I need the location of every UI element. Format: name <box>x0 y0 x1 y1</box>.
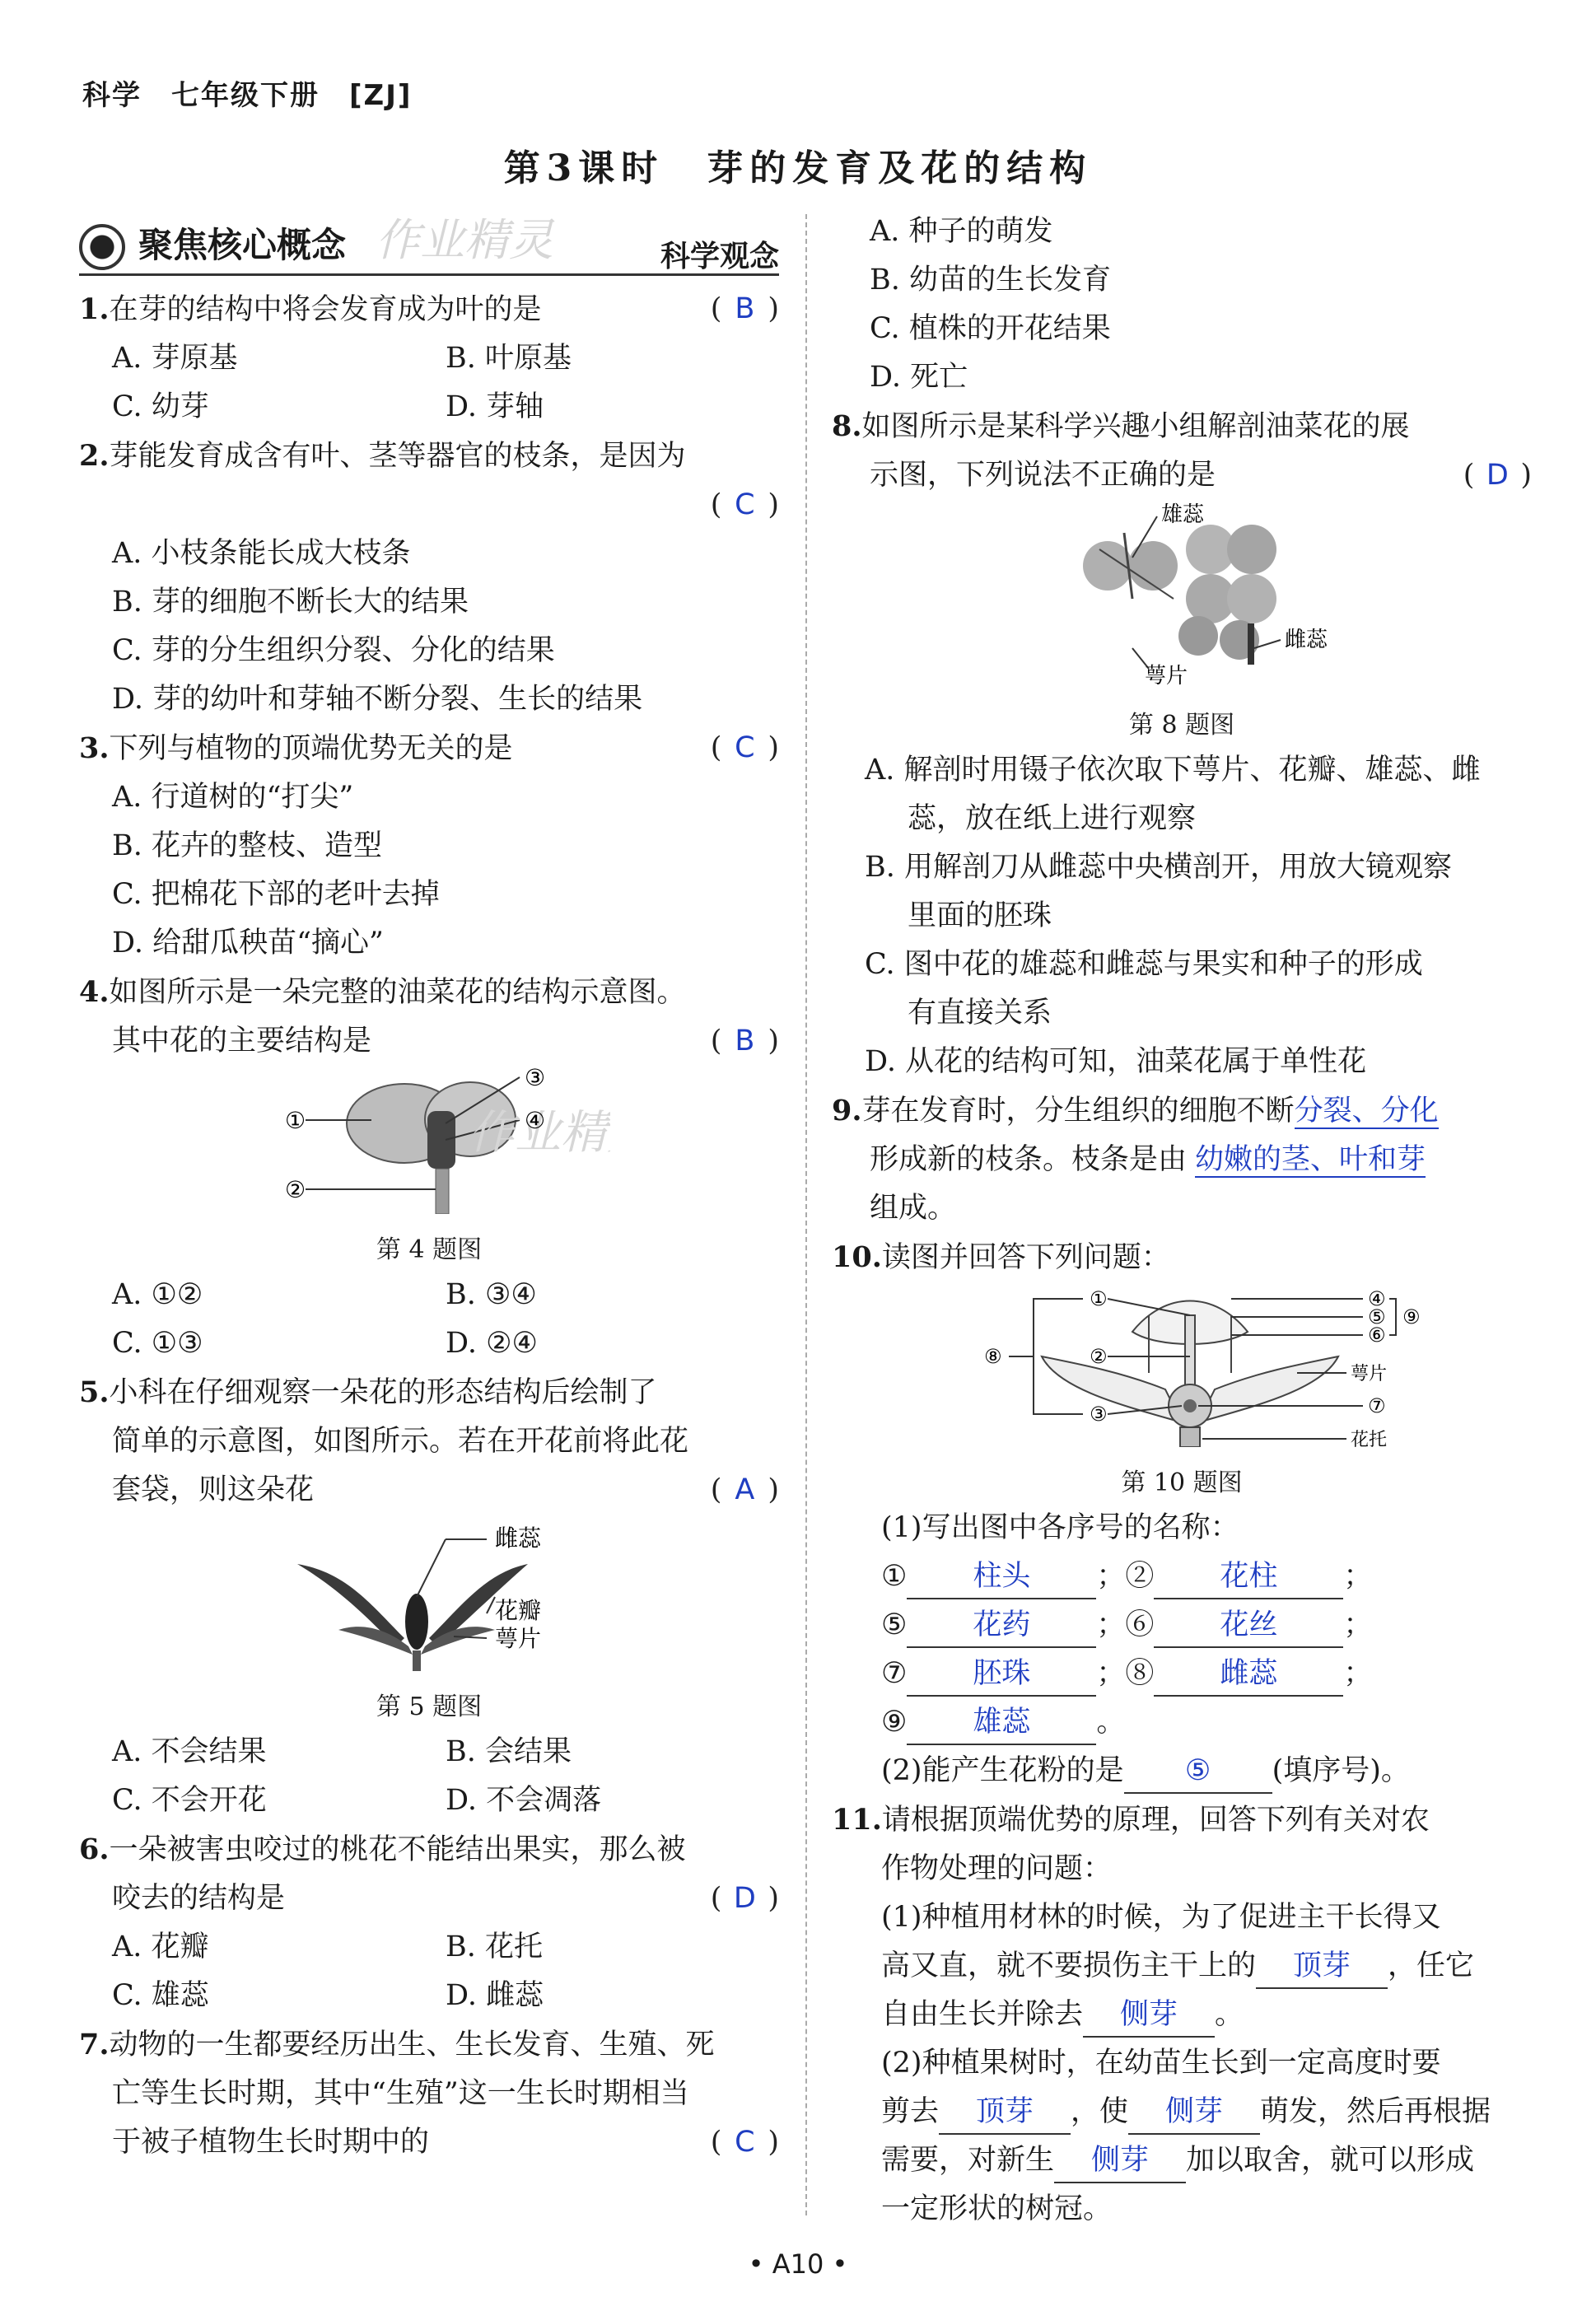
section-tag: 科学观念 <box>660 240 779 273</box>
question-text: 小科在仔细观察一朵花的形态结构后绘制了 <box>109 1376 657 1409</box>
fill-answer: 侧芽 <box>1054 2139 1186 2183</box>
question-text: 套袋，则这朵花 <box>112 1473 315 1506</box>
number: ⑦ <box>881 1657 908 1690</box>
fill-answer: 柱头 <box>907 1555 1096 1599</box>
question-text: 如图所示是一朵完整的油菜花的结构示意图。 <box>109 976 686 1009</box>
question-text: 简单的示意图，如图所示。若在开花前将此花 <box>112 1425 689 1458</box>
label-2: ② <box>285 1176 306 1203</box>
rapeseed-flower-diagram <box>248 1066 610 1214</box>
label-pistil: 雌蕊 <box>1285 628 1328 652</box>
fill-answer: 分裂、分化 <box>1294 1095 1439 1127</box>
question-text: 一朵被害虫咬过的桃花不能结出果实，那么被 <box>109 1833 686 1866</box>
question-text: 请根据顶端优势的原理，回答下列有关对农 <box>881 1804 1430 1837</box>
answer: D <box>733 1882 756 1915</box>
label-7: ⑦ <box>1368 1394 1386 1417</box>
target-icon <box>79 224 125 270</box>
option-d: D. 芽的幼叶和芽轴不断分裂、生长的结果 <box>112 683 643 716</box>
fill-answer: 侧芽 <box>1083 1993 1215 2038</box>
question-number: 9. <box>832 1094 862 1127</box>
q7-option-b: B. 幼苗的生长发育 <box>870 264 1111 296</box>
option-c: C. 不会开花 <box>112 1784 267 1817</box>
option-c: C. ①③ <box>112 1327 203 1360</box>
pistil <box>1248 623 1254 665</box>
option-a: A. 小枝条能长成大枝条 <box>112 537 411 570</box>
question-text: ，任它 <box>1388 1949 1475 1982</box>
question-11 <box>832 1795 1532 2234</box>
question-text: 萌发，然后再根据 <box>1260 2095 1491 2128</box>
question-text: 芽在发育时，分生组织的细胞不断 <box>861 1095 1295 1127</box>
number: ⑤ <box>881 1608 908 1641</box>
answer: B <box>735 292 755 325</box>
pistil <box>405 1594 428 1650</box>
label-8: ⑧ <box>984 1345 1002 1368</box>
question-number: 2. <box>79 439 110 473</box>
answer: C <box>735 488 755 521</box>
question-text: 亡等生长时期，其中“生殖”这一生长时期相当 <box>112 2077 689 2110</box>
fill-answer: 侧芽 <box>1128 2090 1260 2135</box>
question-number: 3. <box>79 731 110 765</box>
number: ；⑧ <box>1096 1657 1155 1690</box>
answer: B <box>735 1025 755 1057</box>
option-b: B. ③④ <box>446 1278 537 1311</box>
petal <box>1128 541 1178 591</box>
figure-caption: 第 10 题图 <box>1121 1468 1243 1497</box>
label-petal: 花瓣 <box>495 1597 542 1624</box>
page-number: • A10 • <box>748 2248 848 2280</box>
question-text: 读图并回答下列问题： <box>881 1241 1170 1274</box>
option-b-cont: 里面的胚珠 <box>908 899 1052 932</box>
label-6: ⑥ <box>1368 1324 1386 1347</box>
figure-5 <box>79 1515 779 1687</box>
label-sepal: 萼片 <box>1351 1364 1388 1384</box>
punct: ； <box>1343 1608 1373 1641</box>
question-text: 组成。 <box>870 1192 957 1225</box>
figure-caption: 第 8 题图 <box>1128 711 1235 740</box>
question-7: 7.动物的一生都要经历出生、生长发育、生殖、死 亡等生长时期，其中“生殖”这一生长时期相当 于被子植物生长时期中的 ( C ) <box>79 2020 779 2167</box>
option-a: A. ①② <box>112 1278 203 1311</box>
section-title: 聚焦核心概念 <box>138 225 347 265</box>
figure-8 <box>832 500 1532 705</box>
punct: ； <box>1343 1657 1373 1690</box>
question-text: 于被子植物生长时期中的 <box>112 2126 430 2159</box>
header: 科学 七年级下册 [ZJ] <box>82 79 413 112</box>
question-text: 自由生长并除去 <box>881 1998 1084 2031</box>
fill-answer: ⑤ <box>1124 1749 1272 1794</box>
q7-option-a: A. 种子的萌发 <box>870 215 1053 248</box>
question-text: 咬去的结构是 <box>112 1882 286 1915</box>
punct: ； <box>1343 1560 1373 1593</box>
label-1: ① <box>1090 1287 1108 1310</box>
punct: 。 <box>1096 1706 1126 1739</box>
question-10 <box>832 1233 1532 1795</box>
number: ① <box>881 1560 908 1593</box>
label-sepal: 萼片 <box>1145 664 1188 689</box>
option-b: B. 花卉的整枝、造型 <box>112 829 382 862</box>
option-c: C. 芽的分生组织分裂、分化的结果 <box>112 634 555 667</box>
answer: C <box>735 2126 755 2159</box>
fill-answer: 花柱 <box>1154 1555 1343 1599</box>
figure-caption: 第 5 题图 <box>376 1692 483 1721</box>
question-text: 形成新的枝条。枝条是由 <box>870 1143 1188 1176</box>
watermark: 作业精灵 <box>376 214 553 266</box>
label-receptacle: 花托 <box>1351 1430 1388 1447</box>
sub-question: (1)种植用材林的时候，为了促进主干长得又 <box>881 1901 1441 1934</box>
question-number: 5. <box>79 1375 110 1409</box>
fill-answer: 幼嫩的茎、叶和芽 <box>1195 1143 1426 1176</box>
question-text: ，使 <box>1071 2095 1129 2128</box>
option-d: D. 芽轴 <box>446 390 544 423</box>
fill-answer: 胚珠 <box>907 1652 1096 1697</box>
figure-caption: 第 4 题图 <box>376 1235 483 1264</box>
question-text: 需要，对新生 <box>881 2144 1055 2177</box>
question-text: 加以取舍，就可以形成 <box>1186 2144 1475 2177</box>
question-text: 在芽的结构中将会发育成为叶的是 <box>109 293 542 326</box>
page-title: 第3课时 芽的发育及花的结构 <box>503 147 1093 189</box>
watermark: 作业精 <box>469 1106 607 1160</box>
label-2: ② <box>1090 1345 1108 1368</box>
q7-option-c: C. 植株的开花结果 <box>870 312 1111 345</box>
question-text: 示图，下列说法不正确的是 <box>870 459 1216 492</box>
question-text: (填序号)。 <box>1272 1754 1410 1787</box>
option-a: A. 解剖时用镊子依次取下萼片、花瓣、雄蕊、雌 <box>865 754 1481 787</box>
flower-structure-diagram <box>918 1282 1445 1447</box>
question-4: 4.如图所示是一朵完整的油菜花的结构示意图。 其中花的主要结构是 ( B ) 作业精 ① ② ③ ④ 第 4 题图 A. ①② B. ③④ C. ①③ D. ②④ <box>79 968 779 1368</box>
option-d: D. ②④ <box>446 1327 538 1360</box>
question-3: 3.下列与植物的顶端优势无关的是 ( C ) A. 行道树的“打尖” B. 花卉的整枝、造型 C. 把棉花下部的老叶去掉 D. 给甜瓜秧苗“摘心” <box>79 724 779 968</box>
question-text: 芽能发育成含有叶、茎等器官的枝条，是因为 <box>109 440 686 473</box>
option-b: B. 叶原基 <box>446 342 572 375</box>
option-b: B. 芽的细胞不断长大的结果 <box>112 586 469 619</box>
option-b: B. 用解剖刀从雌蕊中央横剖开，用放大镜观察 <box>865 851 1452 884</box>
label-pistil: 雌蕊 <box>495 1524 542 1552</box>
receptacle <box>1180 1427 1200 1447</box>
option-d: D. 从花的结构可知，油菜花属于单性花 <box>865 1045 1367 1078</box>
option-b: B. 花托 <box>446 1931 543 1963</box>
option-c: C. 图中花的雄蕊和雌蕊与果实和种子的形成 <box>865 948 1423 981</box>
label-9: ⑨ <box>1402 1305 1421 1328</box>
petal <box>1198 1356 1338 1422</box>
question-number: 8. <box>832 409 862 443</box>
question-number: 4. <box>79 975 110 1009</box>
q7-option-d: D. 死亡 <box>870 361 968 394</box>
option-d: D. 给甜瓜秧苗“摘心” <box>112 927 384 959</box>
answer: C <box>735 731 755 764</box>
number: ⑨ <box>881 1706 908 1739</box>
left-column <box>79 214 779 2167</box>
sub-question: (1)写出图中各序号的名称： <box>881 1511 1239 1544</box>
stem <box>413 1650 421 1671</box>
question-text: 下列与植物的顶端优势无关的是 <box>109 732 513 765</box>
fill-answer: 花药 <box>907 1604 1096 1648</box>
option-c: C. 把棉花下部的老叶去掉 <box>112 878 440 911</box>
question-text: 如图所示是某科学兴趣小组解剖油菜花的展 <box>861 410 1410 443</box>
label-1: ① <box>285 1107 306 1134</box>
question-8: 8.如图所示是某科学兴趣小组解剖油菜花的展 示图，下列说法不正确的是 ( D ) 雄蕊 雌蕊 萼片 第 8 题图 A. 解剖时用镊子依次取下萼片、花瓣、雄蕊、雌 蕊，放在纸上进行观察 B. 用解剖刀从雌蕊中央横剖开，用放大镜观察 里面的胚珠 C. 图中花的雄蕊和雌蕊与果实和种子的形成 有直接关系 D. 从花的结构可知，油菜花属于单性花 <box>832 402 1532 1086</box>
ovule <box>1183 1399 1197 1412</box>
label-sepal: 萼片 <box>495 1625 542 1652</box>
figure-10 <box>832 1282 1532 1463</box>
question-text: 动物的一生都要经历出生、生长发育、生殖、死 <box>109 2029 715 2061</box>
sub-question: (2)种植果树时，在幼苗生长到一定高度时要 <box>881 2047 1441 2080</box>
label-3: ③ <box>525 1066 546 1091</box>
question-number: 6. <box>79 1832 110 1866</box>
number: ；② <box>1096 1560 1155 1593</box>
question-text: 一定形状的树冠。 <box>881 2192 1113 2225</box>
option-a: A. 花瓣 <box>112 1931 209 1963</box>
petal <box>1227 574 1276 623</box>
question-number: 11. <box>832 1803 882 1837</box>
right-column <box>832 208 1532 2234</box>
question-9 <box>832 1086 1532 1233</box>
option-a: A. 不会结果 <box>112 1735 267 1768</box>
column-divider <box>805 214 807 2215</box>
figure-4 <box>79 1066 779 1230</box>
question-text: 其中花的主要结构是 <box>112 1025 372 1057</box>
question-6: 6.一朵被害虫咬过的桃花不能结出果实，那么被 咬去的结构是 ( D ) A. 花瓣 B. 花托 C. 雄蕊 D. 雌蕊 <box>79 1825 779 2020</box>
question-number: 7. <box>79 2028 110 2061</box>
question-text: 高又直，就不要损伤主干上的 <box>881 1949 1257 1982</box>
label-4: ④ <box>525 1107 546 1134</box>
question-text: 作物处理的问题： <box>881 1852 1113 1885</box>
stem <box>436 1169 449 1214</box>
question-number: 1. <box>79 292 110 326</box>
question-5: 5.小科在仔细观察一朵花的形态结构后绘制了 简单的示意图，如图所示。若在开花前将此花 套袋，则这朵花 ( A ) 雌蕊 花瓣 萼片 第 5 题图 A. 不会结果 B. 会结果 C. 不会开花 D. 不会凋落 <box>79 1368 779 1825</box>
option-a: A. 行道树的“打尖” <box>112 781 354 814</box>
fill-answer: 雌蕊 <box>1154 1652 1343 1697</box>
section-header <box>79 214 779 280</box>
label-3: ③ <box>1090 1403 1108 1426</box>
number: ；⑥ <box>1096 1608 1155 1641</box>
sub-question: (2)能产生花粉的是 <box>881 1754 1124 1787</box>
label-stamen: 雄蕊 <box>1161 502 1205 527</box>
fill-answer: 花丝 <box>1154 1604 1343 1648</box>
option-b: B. 会结果 <box>446 1735 572 1768</box>
dissected-flower-diagram <box>1001 500 1363 689</box>
option-a: A. 芽原基 <box>112 342 238 375</box>
answer: D <box>1486 459 1509 492</box>
fill-answer: 顶芽 <box>1256 1945 1388 1989</box>
question-number: 10. <box>832 1240 882 1274</box>
option-d: D. 不会凋落 <box>446 1784 602 1817</box>
fill-answer: 顶芽 <box>939 2090 1071 2135</box>
option-a-cont: 蕊，放在纸上进行观察 <box>908 802 1197 835</box>
question-text: 。 <box>1215 1998 1244 2031</box>
sepal <box>1178 616 1218 656</box>
label-4: ④ <box>1368 1287 1386 1310</box>
option-d: D. 雌蕊 <box>446 1979 544 2012</box>
question-2: 2.芽能发育成含有叶、茎等器官的枝条，是因为 ( C ) A. 小枝条能长成大枝条 B. 芽的细胞不断长大的结果 C. 芽的分生组织分裂、分化的结果 D. 芽的幼叶和芽轴不断分裂、生长的结果 <box>79 432 779 724</box>
fill-answer: 雄蕊 <box>907 1701 1096 1745</box>
question-text: 剪去 <box>881 2095 940 2128</box>
section-rule <box>79 273 779 276</box>
answer: A <box>735 1473 755 1506</box>
petal <box>1042 1356 1182 1422</box>
question-1: 1.在芽的结构中将会发育成为叶的是 ( B ) A. 芽原基 B. 叶原基 C. 幼芽 D. 芽轴 <box>79 285 779 432</box>
option-c-cont: 有直接关系 <box>908 997 1052 1029</box>
option-c: C. 雄蕊 <box>112 1979 209 2012</box>
label-5: ⑤ <box>1368 1305 1386 1328</box>
flower-sketch-diagram <box>248 1515 610 1671</box>
option-c: C. 幼芽 <box>112 390 209 423</box>
petal <box>1227 525 1276 574</box>
